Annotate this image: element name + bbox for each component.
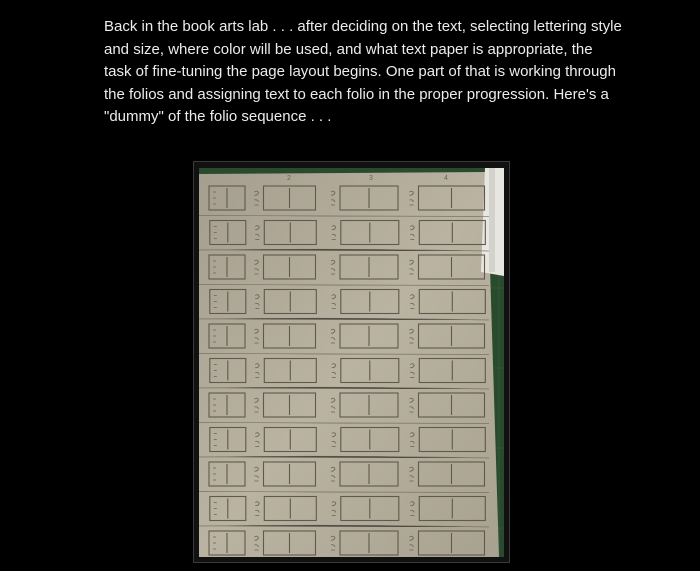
- folio-dummy-photo[interactable]: [199, 168, 504, 557]
- column-label: 3: [369, 175, 373, 182]
- post-paragraph: Back in the book arts lab . . . after deciding on the text, selecting lettering style and size, where color will be used, and what text paper is appropriate, the task of fine-tuning the page layout begins. One part of that is working through the folios and assigning text to each folio in the proper progression. Here's a "dummy" of the folio sequence . . .: [104, 18, 622, 125]
- column-label: 4: [444, 175, 448, 182]
- photo-frame[interactable]: [193, 161, 510, 563]
- column-label: 2: [287, 175, 291, 182]
- paper-sheet: [199, 172, 499, 557]
